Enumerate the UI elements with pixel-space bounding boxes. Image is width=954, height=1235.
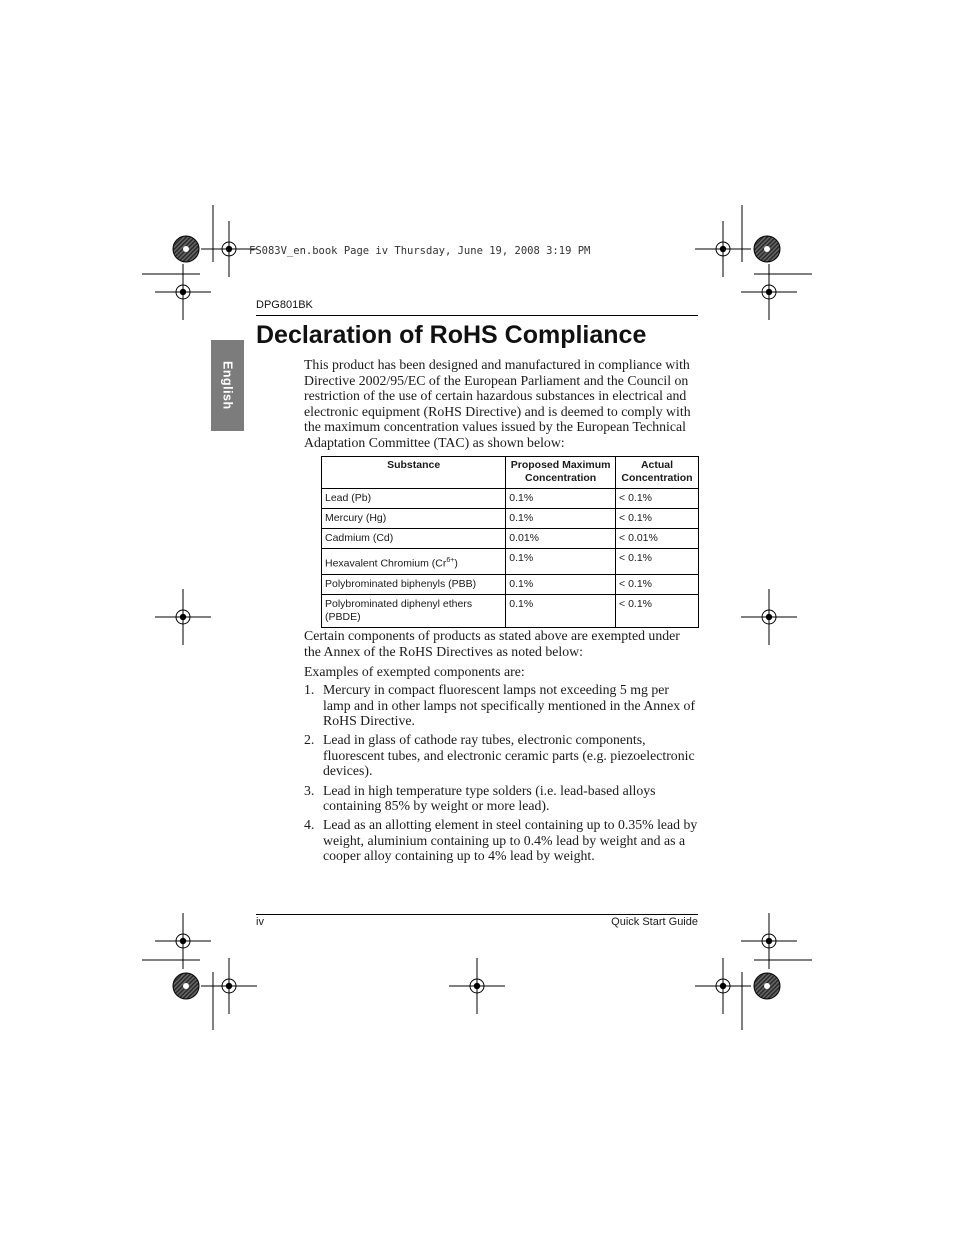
proposed-cell: 0.1%	[506, 574, 616, 594]
starwheel-mark	[173, 236, 199, 262]
guide-title: Quick Start Guide	[611, 916, 698, 928]
table-row	[322, 549, 699, 575]
registration-mark	[741, 264, 797, 320]
list-item	[304, 732, 698, 779]
print-info-line: FS083V_en.book Page iv Thursday, June 19, 2008 3:19 PM	[249, 245, 591, 257]
chromium-suffix: )	[454, 557, 458, 570]
model-code: DPG801BK	[256, 299, 313, 311]
intro-paragraph: This product has been designed and manufactured in compliance with Directive 2002/95/EC of the European Parliament and the Council on restriction of the use of certain hazardous substances in electrical and electronic equipment (RoHS Directive) and is deemed to comply with the maximum concentration values issued by the European Technical Adaptation Committee (TAC) as shown below:	[304, 357, 691, 450]
substance-cell: Cadmium (Cd)	[322, 529, 506, 549]
list-item	[304, 682, 698, 729]
item-number: 4.	[304, 817, 315, 833]
registration-mark	[449, 958, 505, 1014]
table-row	[322, 574, 699, 594]
actual-cell: < 0.1%	[616, 489, 699, 509]
substance-cell	[322, 549, 506, 575]
actual-cell: < 0.1%	[616, 509, 699, 529]
proposed-cell: 0.01%	[506, 529, 616, 549]
examples-list	[304, 682, 698, 868]
starwheel-mark	[754, 236, 780, 262]
rohs-table	[321, 456, 699, 628]
actual-cell: < 0.1%	[616, 549, 699, 575]
proposed-cell: 0.1%	[506, 549, 616, 575]
registration-mark	[695, 221, 751, 277]
page-title: Declaration of RoHS Compliance	[256, 321, 647, 349]
substance-cell: Lead (Pb)	[322, 489, 506, 509]
table-row	[322, 529, 699, 549]
registration-mark	[741, 589, 797, 645]
substance-cell: Mercury (Hg)	[322, 509, 506, 529]
actual-cell: < 0.01%	[616, 529, 699, 549]
table-row	[322, 509, 699, 529]
starwheel-mark	[173, 973, 199, 999]
proposed-cell: 0.1%	[506, 594, 616, 627]
actual-cell: < 0.1%	[616, 594, 699, 627]
starwheel-mark	[754, 973, 780, 999]
item-number: 2.	[304, 732, 315, 748]
registration-mark	[155, 264, 211, 320]
header-proposed-max: Proposed Maximum Concentration	[506, 457, 616, 489]
language-tab	[211, 340, 244, 431]
list-item	[304, 783, 698, 814]
item-text: Lead as an allotting element in steel containing up to 0.35% lead by weight, aluminium containing up to 0.4% lead by weight and as a cooper alloy containing up to 4% lead by weight.	[323, 817, 698, 864]
table-row	[322, 489, 699, 509]
proposed-cell: 0.1%	[506, 489, 616, 509]
language-tab-label: English	[220, 361, 235, 410]
item-text: Lead in high temperature type solders (i.e. lead-based alloys containing 85% by weight or more lead).	[323, 782, 656, 814]
item-number: 1.	[304, 682, 315, 697]
registration-mark	[201, 958, 257, 1014]
exemption-paragraph: Certain components of products as stated above are exempted under the Annex of the RoHS Directives as noted below:	[304, 628, 680, 659]
item-number: 3.	[304, 782, 315, 798]
header-actual: Actual Concentration	[616, 457, 699, 489]
chromium-superscript: 6+	[446, 557, 455, 564]
proposed-cell: 0.1%	[506, 509, 616, 529]
actual-cell: < 0.1%	[616, 574, 699, 594]
registration-mark	[155, 589, 211, 645]
header-rule	[256, 315, 698, 316]
item-text: Lead in glass of cathode ray tubes, electronic components, fluorescent tubes, and electronic ceramic parts (e.g. piezoelectronic devices).	[323, 732, 695, 779]
examples-intro: Examples of exempted components are:	[304, 664, 525, 679]
registration-mark	[741, 913, 797, 969]
chromium-label: Hexavalent Chromium (Cr	[325, 557, 447, 570]
list-item	[304, 817, 698, 864]
registration-mark	[155, 913, 211, 969]
header-substance: Substance	[322, 457, 506, 489]
page-number: iv	[256, 916, 264, 928]
registration-mark	[695, 958, 751, 1014]
footer-rule	[256, 914, 698, 915]
table-row	[322, 594, 699, 627]
table-header-row	[322, 457, 699, 489]
substance-cell: Polybrominated biphenyls (PBB)	[322, 574, 506, 594]
item-text: Mercury in compact fluorescent lamps not exceeding 5 mg per lamp and in other lamps not specifically mentioned in the Annex of RoHS Directive.	[323, 682, 696, 729]
substance-cell: Polybrominated diphenyl ethers (PBDE)	[322, 594, 506, 627]
